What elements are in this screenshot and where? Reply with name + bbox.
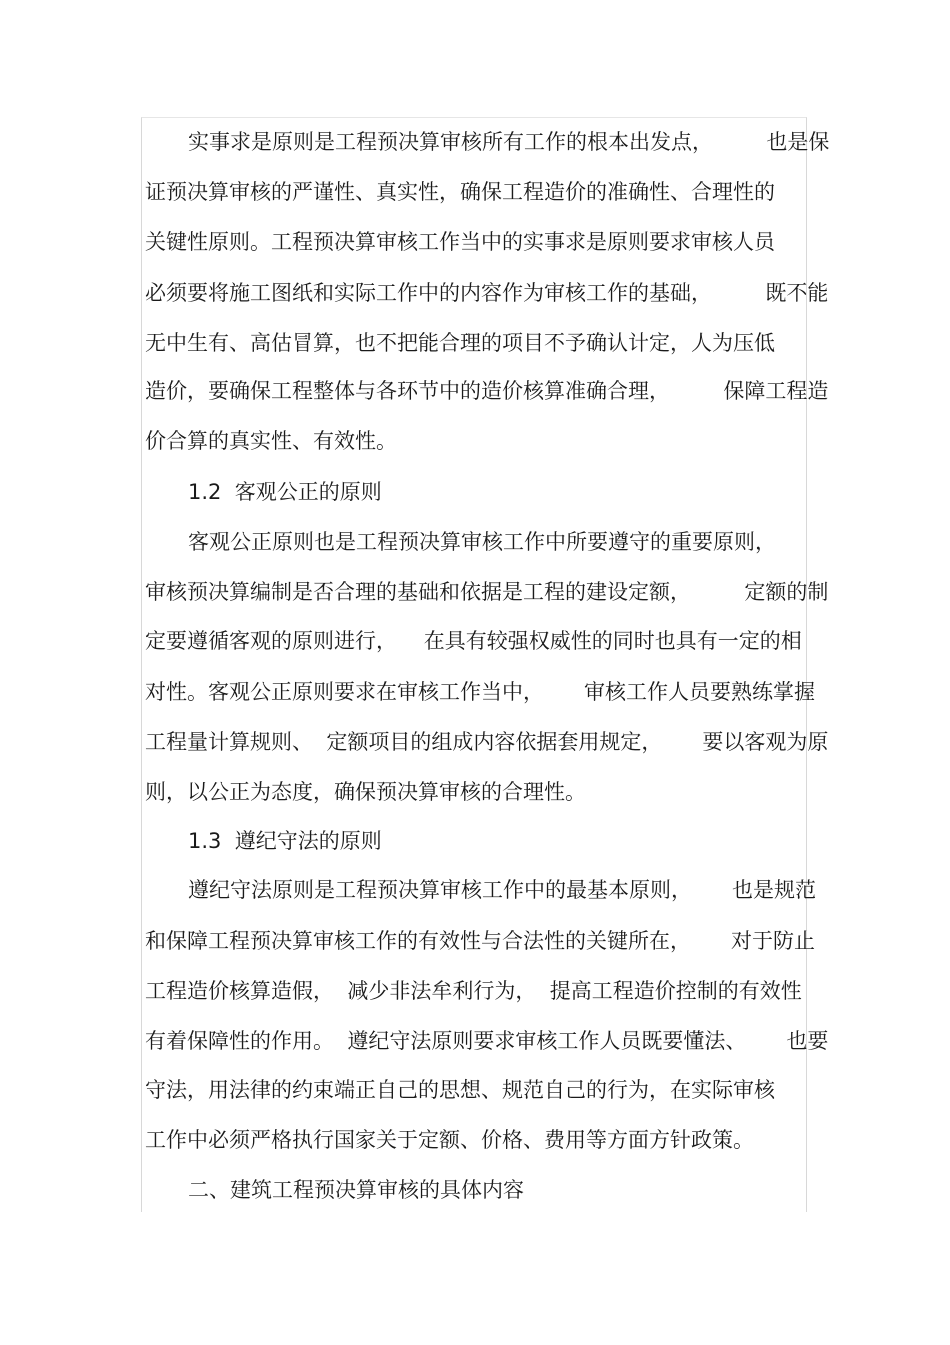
paragraph-2-line-6: 则，以公正为态度，确保预决算审核的合理性。: [145, 780, 586, 804]
section-heading-1-2: 1.2 客观公正的原则: [188, 480, 382, 504]
paragraph-3-line-4: 有着保障性的作用。 遵纪守法原则要求审核工作人员既要懂法、 也要: [145, 1029, 829, 1053]
paragraph-2-line-1: 客观公正原则也是工程预决算审核工作中所要遵守的重要原则，: [188, 530, 776, 554]
section-heading-1-3: 1.3 遵纪守法的原则: [188, 829, 382, 853]
paragraph-2-line-3: 定要遵循客观的原则进行， 在具有较强权威性的同时也具有一定的相: [145, 629, 802, 653]
paragraph-1-line-5: 无中生有、高估冒算，也不把能合理的项目不予确认计定，人为压低: [145, 331, 775, 355]
paragraph-1-line-6: 造价，要确保工程整体与各环节中的造价核算准确合理， 保障工程造: [145, 379, 829, 403]
paragraph-3-line-1: 遵纪守法原则是工程预决算审核工作中的最基本原则， 也是规范: [188, 878, 817, 902]
section-heading-2: 二、建筑工程预决算审核的具体内容: [188, 1178, 524, 1202]
paragraph-2-line-2: 审核预决算编制是否合理的基础和依据是工程的建设定额， 定额的制: [145, 580, 829, 604]
paragraph-3-line-5: 守法，用法律的约束端正自己的思想、规范自己的行为，在实际审核: [145, 1078, 775, 1102]
paragraph-2-line-5: 工程量计算规则、 定额项目的组成内容依据套用规定， 要以客观为原: [145, 730, 829, 754]
paragraph-3-line-2: 和保障工程预决算审核工作的有效性与合法性的关键所在， 对于防止: [145, 929, 816, 953]
paragraph-1-line-3: 关键性原则。工程预决算审核工作当中的实事求是原则要求审核人员: [145, 230, 775, 254]
paragraph-1-line-4: 必须要将施工图纸和实际工作中的内容作为审核工作的基础， 既不能: [145, 281, 829, 305]
paragraph-1-line-1: 实事求是原则是工程预决算审核所有工作的根本出发点， 也是保: [188, 130, 830, 154]
paragraph-3-line-6: 工作中必须严格执行国家关于定额、价格、费用等方面方针政策。: [145, 1128, 754, 1152]
paragraph-3-line-3: 工程造价核算造假， 减少非法牟利行为， 提高工程造价控制的有效性: [145, 979, 802, 1003]
paragraph-1-line-2: 证预决算审核的严谨性、真实性，确保工程造价的准确性、合理性的: [145, 180, 775, 204]
paragraph-2-line-4: 对性。客观公正原则要求在审核工作当中， 审核工作人员要熟练掌握: [145, 680, 816, 704]
paragraph-1-line-7: 价合算的真实性、有效性。: [145, 429, 397, 453]
